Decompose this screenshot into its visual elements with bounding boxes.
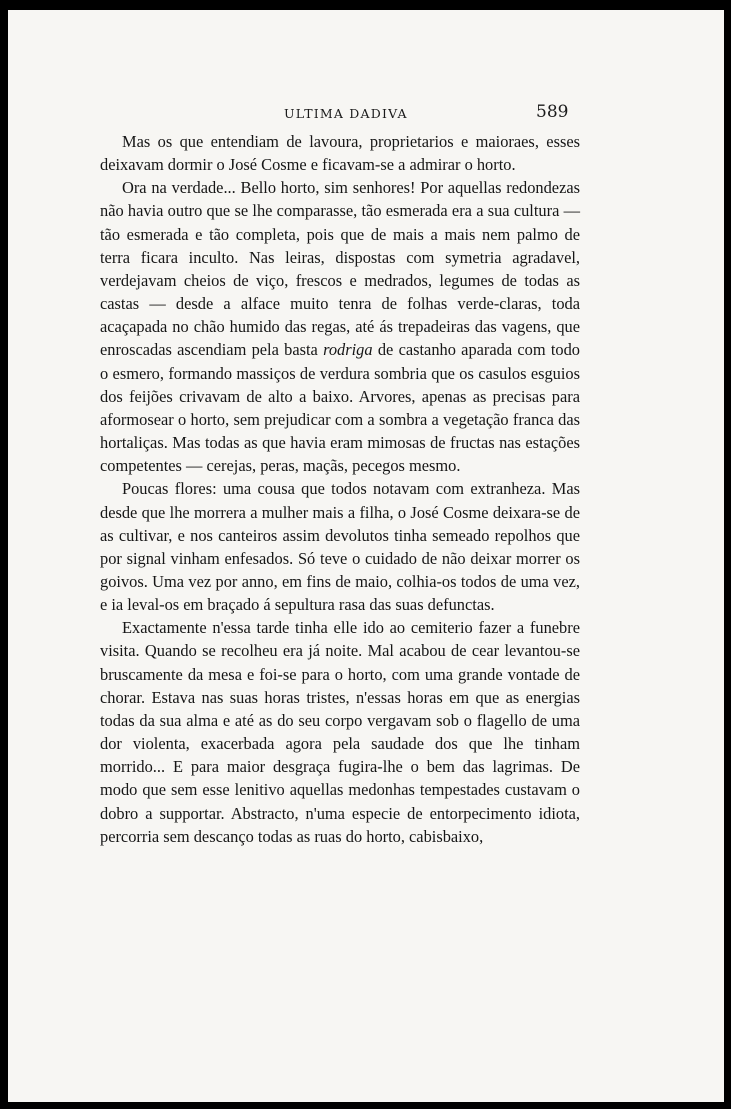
body-text (100, 130, 580, 848)
paragraph-3: Poucas flores: uma cousa que todos notavam com extranheza. Mas desde que lhe morrera a mulher mais a filha, o José Cosme deixara-se de as cultivar, e nos canteiros assim devolutos tinha semeado repolhos que por signal vinham enfesados. Só teve o cuidado de não deixar morrer os goivos. Uma vez por anno, em fins de maio, colhia-os todos de uma vez, e ia leval-os em braçado á sepultura rasa das suas defunctas. (100, 479, 580, 615)
paragraph-1: Mas os que entendiam de lavoura, proprietarios e maioraes, esses deixavam dormir o José Cosme e ficavam-se a admirar o horto. (100, 132, 580, 175)
page-header (8, 104, 724, 126)
page-number: 589 (536, 102, 569, 122)
paragraph-2-italic-word: rodriga (323, 340, 373, 360)
paragraph-2 (100, 176, 580, 477)
book-page (8, 10, 724, 1102)
paragraph-2-part-1: Ora na verdade... Bello horto, sim senhores! Por aquellas redondezas não havia outro que se lhe comparasse, tão esmerada era a sua cultura — tão esmerada e tão completa, pois que de mais a mais nem palmo de terra ficara inculto. Nas leiras, dispostas com symetria agradavel, verdejavam cheios de viço, frescos e medrados, legumes de todas as castas — desde a alface muito tenra de folhas verde-claras, toda acaçapada no chão humido das regas, até ás trepadeiras das vagens, que enroscadas ascendiam pela basta (100, 178, 580, 360)
running-title: ULTIMA DADIVA (284, 106, 408, 121)
paragraph-4: Exactamente n'essa tarde tinha elle ido ao cemiterio fazer a funebre visita. Quando se recolheu era já noite. Mal acabou de cear levantou-se bruscamente da mesa e foi-se para o horto, com uma grande vontade de chorar. Estava nas suas horas tristes, n'essas horas em que as energias todas da sua alma e até as do seu corpo vergavam sob o flagello de uma dor violenta, exacerbada agora pela saudade dos que lhe tinham morrido... E para maior desgraça fugira-lhe o bem das lagrimas. De modo que sem esse lenitivo aquellas medonhas tempestades custavam o dobro a supportar. Abstracto, n'uma especie de entorpecimento idiota, percorria sem descanço todas as ruas do horto, cabisbaixo, (100, 618, 580, 846)
paragraph-2-part-2: de castanho aparada com todo o esmero, formando massiços de verdura sombria que os casulos esguios dos feijões crivavam de alto a baixo. Arvores, apenas as precisas para aformosear o horto, sem prejudicar com a sombra a vegetação franca das hortaliças. Mas todas as que havia eram mimosas de fructas nas estações competentes — cerejas, peras, maçãs, pecegos mesmo. (100, 340, 580, 476)
